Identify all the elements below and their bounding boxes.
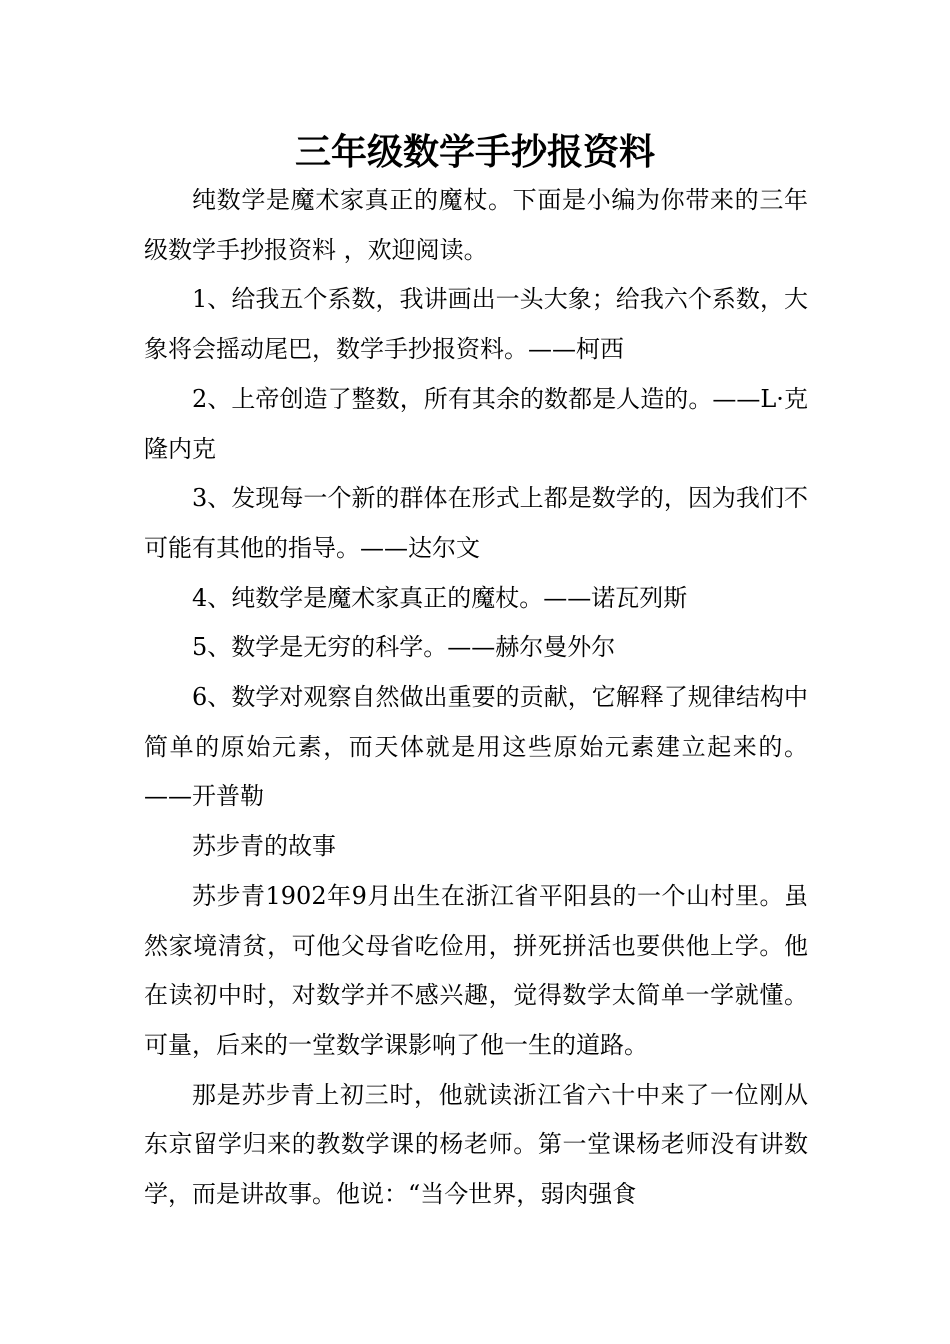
quote-2: 2、上帝创造了整数，所有其余的数都是人造的。——L·克隆内克 <box>144 384 808 463</box>
quote-4: 4、纯数学是魔术家真正的魔杖。——诺瓦列斯 <box>192 583 688 612</box>
quote-6: 6、数学对观察自然做出重要的贡献，它解释了规律结构中简单的原始元素，而天体就是用这些原始元素建立起来的。——开普勒 <box>144 683 808 811</box>
quote-3: 3、发现每一个新的群体在形式上都是数学的，因为我们不可能有其他的指导。——达尔文 <box>144 484 808 562</box>
quote-5: 5、数学是无穷的科学。——赫尔曼外尔 <box>192 633 616 662</box>
story-paragraph-2: 那是苏步青上初三时，他就读浙江省六十中来了一位刚从东京留学归来的教数学课的杨老师。第一堂课杨老师没有讲数学，而是讲故事。他说：“当今世界，弱肉强食 <box>144 1080 808 1209</box>
intro-paragraph: 纯数学是魔术家真正的魔杖。下面是小编为你带来的三年级数学手抄报资料 ，欢迎阅读。 <box>144 186 808 264</box>
story-paragraph-1: 苏步青1902年9月出生在浙江省平阳县的一个山村里。虽然家境清贫，可他父母省吃俭用，拼死拼活也要供他上学。他在读初中时，对数学并不感兴趣，觉得数学太简单一学就懂。可量，后来的一堂数学课影响了他一生的道路。 <box>144 881 808 1059</box>
document-body <box>144 176 808 1220</box>
quote-1: 1、给我五个系数，我讲画出一头大象；给我六个系数，大象将会摇动尾巴，数学手抄报资料。——柯西 <box>144 285 808 364</box>
document-title: 三年级数学手抄报资料 <box>294 131 655 173</box>
section-heading: 苏步青的故事 <box>192 832 336 861</box>
